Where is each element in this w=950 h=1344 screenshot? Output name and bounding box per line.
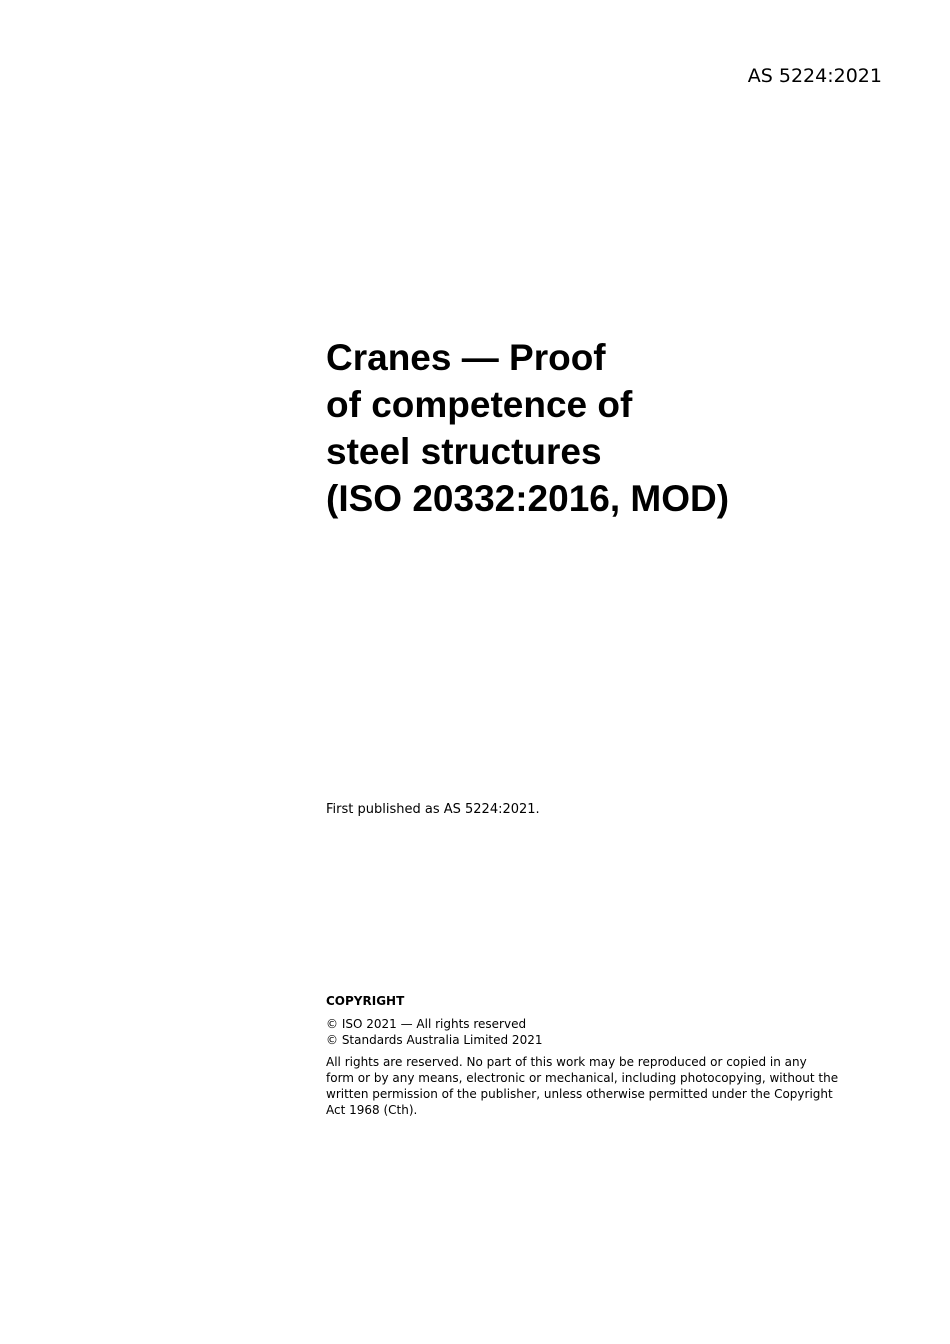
document-number: AS 5224:2021 [747, 65, 882, 87]
copyright-iso-line: © ISO 2021 — All rights reserved [326, 1017, 527, 1031]
rights-line: All rights are reserved. No part of this work may be reproduced or copied in any [326, 1055, 807, 1069]
title-line: Cranes — Proof [326, 337, 606, 378]
title-line: steel structures [326, 431, 602, 472]
copyright-standards-australia-line: © Standards Australia Limited 2021 [326, 1033, 543, 1047]
first-published-note: First published as AS 5224:2021. [326, 802, 540, 817]
rights-line: written permission of the publisher, unless otherwise permitted under the Copyright [326, 1087, 833, 1101]
rights-reserved-text [326, 1054, 856, 1118]
rights-line: Act 1968 (Cth). [326, 1103, 418, 1117]
copyright-heading: COPYRIGHT [326, 994, 405, 1008]
title-line: (ISO 20332:2016, MOD) [326, 478, 730, 519]
title-line: of competence of [326, 384, 633, 425]
copyright-section [326, 993, 856, 1118]
rights-line: form or by any means, electronic or mechanical, including photocopying, without the [326, 1071, 839, 1085]
document-title [326, 334, 886, 522]
